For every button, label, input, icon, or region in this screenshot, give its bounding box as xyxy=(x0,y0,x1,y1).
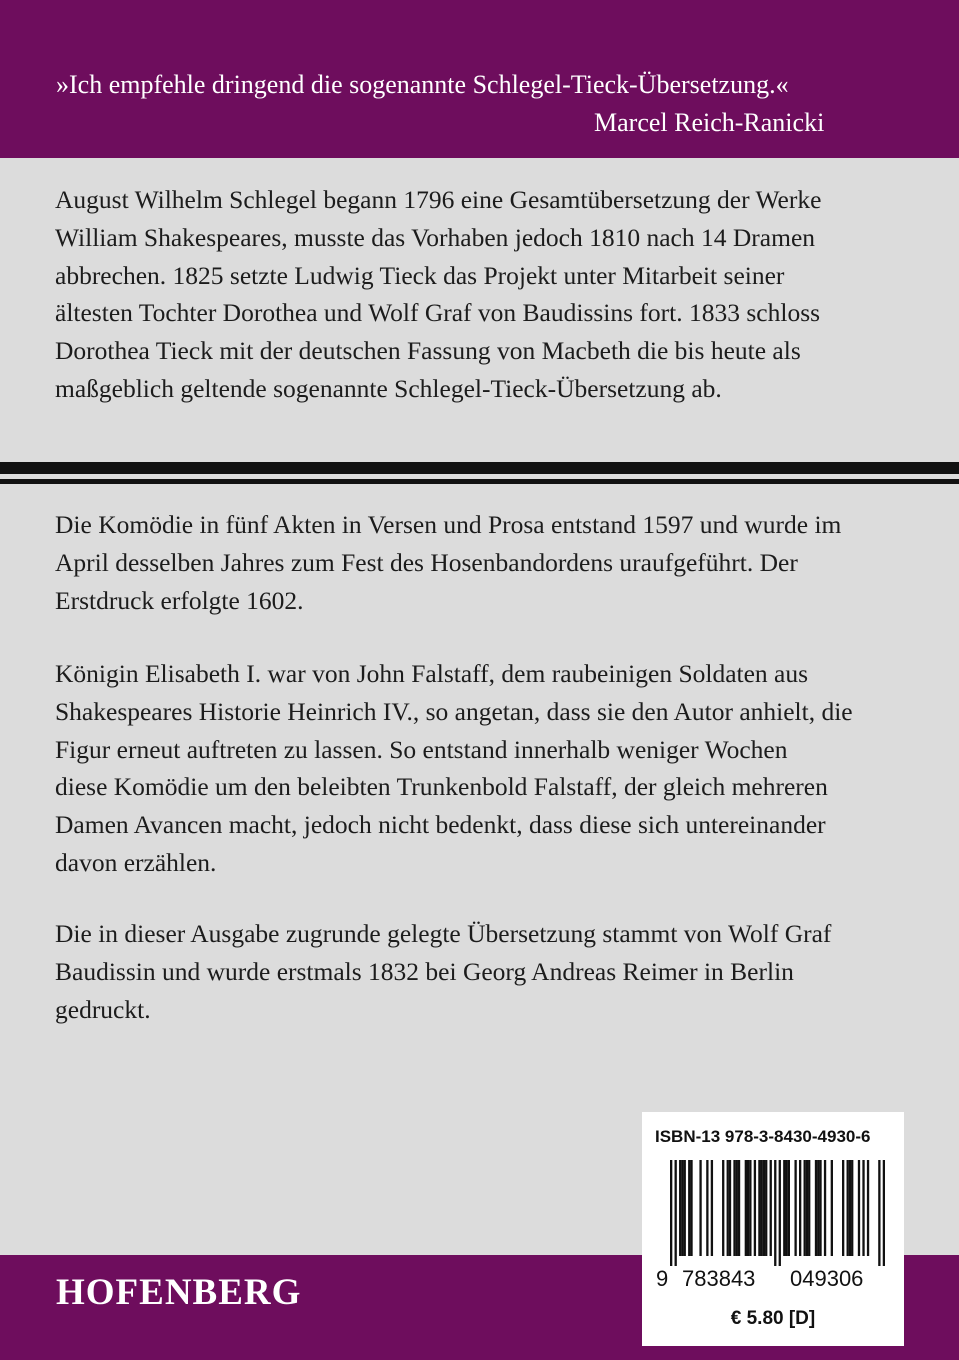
barcode-bar xyxy=(706,1160,708,1256)
barcode-bar xyxy=(770,1160,772,1256)
barcode-bar xyxy=(684,1160,686,1256)
intro-line: abbrechen. 1825 setzte Ludwig Tieck das Projekt unter Mitarbeit seiner xyxy=(55,260,785,290)
body-paragraph-1 xyxy=(55,506,915,619)
barcode-bar xyxy=(808,1160,810,1256)
body-line: Baudissin und wurde erstmals 1832 bei Georg Andreas Reimer in Berlin xyxy=(55,956,794,986)
quote-author: Marcel Reich-Ranicki xyxy=(594,108,825,137)
barcode-bar xyxy=(867,1160,869,1256)
barcode-bar xyxy=(799,1160,801,1256)
barcode-bar xyxy=(831,1160,833,1256)
barcode-bar xyxy=(675,1160,677,1266)
barcode-bar xyxy=(745,1160,747,1256)
barcode-digits xyxy=(654,1266,894,1290)
barcode-bar xyxy=(670,1160,672,1266)
barcode-bar xyxy=(749,1160,751,1256)
body-line: diese Komödie um den beleibten Trunkenbold Falstaff, der gleich mehreren xyxy=(55,772,828,802)
barcode-bar xyxy=(690,1160,692,1256)
barcode-bar xyxy=(727,1160,729,1256)
barcode-bar xyxy=(788,1160,790,1256)
barcode-bar xyxy=(699,1160,701,1256)
quote-text: »Ich empfehle dringend die sogenannte Schlegel-Tieck-Übersetzung.« xyxy=(56,70,789,99)
barcode-bar xyxy=(761,1160,763,1256)
barcode-bar xyxy=(842,1160,844,1256)
publisher-logo: HOFENBERG xyxy=(56,1272,302,1313)
barcode-bar xyxy=(785,1160,787,1256)
divider-thin xyxy=(0,479,959,484)
barcode-bar xyxy=(711,1160,713,1256)
barcode-bar xyxy=(804,1160,806,1256)
body-line: Die in dieser Ausgabe zugrunde gelegte Übersetzung stammt von Wolf Graf xyxy=(55,919,832,948)
barcode-bar xyxy=(679,1160,681,1256)
barcode-bar xyxy=(763,1160,765,1256)
barcode-box xyxy=(642,1112,904,1346)
body-line: April desselben Jahres zum Fest des Hosenbandordens uraufgeführt. Der xyxy=(55,547,798,577)
barcode-digit-first: 9 xyxy=(656,1266,669,1291)
barcode-bar xyxy=(878,1160,880,1266)
barcode-bar xyxy=(774,1160,776,1266)
barcode-bar xyxy=(754,1160,756,1256)
barcode-bar xyxy=(736,1160,738,1256)
barcode-bar xyxy=(765,1160,767,1256)
barcode-bar xyxy=(729,1160,731,1256)
intro-paragraph xyxy=(55,181,915,408)
body-line: Shakespeares Historie Heinrich IV., so angetan, dass sie den Autor anhielt, die xyxy=(55,696,853,726)
body-line: Erstdruck erfolgte 1602. xyxy=(55,585,304,615)
body-line: davon erzählen. xyxy=(55,847,217,877)
body-line: Figur erneut auftreten zu lassen. So entstand innerhalb weniger Wochen xyxy=(55,734,788,764)
barcode-bar xyxy=(779,1160,781,1266)
header-band xyxy=(0,0,959,158)
barcode-bar xyxy=(681,1160,683,1256)
barcode-bar xyxy=(738,1160,740,1256)
body-paragraph-2 xyxy=(55,655,915,882)
barcode-bar xyxy=(858,1160,860,1256)
price-label: € 5.80 [D] xyxy=(730,1308,816,1329)
isbn-label: ISBN-13 978-3-8430-4930-6 xyxy=(655,1127,871,1146)
barcode-bar xyxy=(851,1160,853,1256)
barcode-digits-left: 783843 xyxy=(682,1266,756,1291)
barcode-bar xyxy=(824,1160,826,1256)
barcode-bar xyxy=(806,1160,808,1256)
body-line: Damen Avancen macht, jedoch nicht bedenkt, dass diese sich untereinander xyxy=(55,810,826,840)
body-paragraph-3 xyxy=(55,915,915,1028)
barcode-bar xyxy=(758,1160,760,1256)
divider-thick xyxy=(0,462,959,474)
intro-line: Dorothea Tieck mit der deutschen Fassung von Macbeth die bis heute als xyxy=(55,336,801,366)
barcode-bar xyxy=(794,1160,796,1256)
body-line: Königin Elisabeth I. war von John Falstaff, dem raubeinigen Soldaten aus xyxy=(55,659,809,688)
intro-line: ältesten Tochter Dorothea und Wolf Graf von Baudissins fort. 1833 schloss xyxy=(55,298,821,328)
barcode-bar xyxy=(688,1160,690,1256)
body-line: gedruckt. xyxy=(55,994,151,1024)
barcode-bar xyxy=(747,1160,749,1256)
intro-line: maßgeblich geltende sogenannte Schlegel-Tieck-Übersetzung ab. xyxy=(55,373,722,403)
barcode-bar xyxy=(722,1160,724,1256)
intro-line: William Shakespeares, musste das Vorhaben jedoch 1810 nach 14 Dramen xyxy=(55,222,816,252)
intro-line: August Wilhelm Schlegel begann 1796 eine Gesamtübersetzung der Werke xyxy=(55,185,822,214)
barcode-bar xyxy=(733,1160,735,1256)
barcode-bar xyxy=(819,1160,821,1256)
barcode-bar xyxy=(817,1160,819,1256)
barcode-image xyxy=(670,1160,885,1266)
barcode-bar xyxy=(862,1160,864,1256)
barcode-bar xyxy=(783,1160,785,1256)
barcode-bar xyxy=(849,1160,851,1256)
barcode-bar xyxy=(847,1160,849,1256)
barcode-bar xyxy=(883,1160,885,1266)
barcode-digits-right: 049306 xyxy=(790,1266,864,1291)
barcode-bar xyxy=(815,1160,817,1256)
body-line: Die Komödie in fünf Akten in Versen und Prosa entstand 1597 und wurde im xyxy=(55,510,842,539)
